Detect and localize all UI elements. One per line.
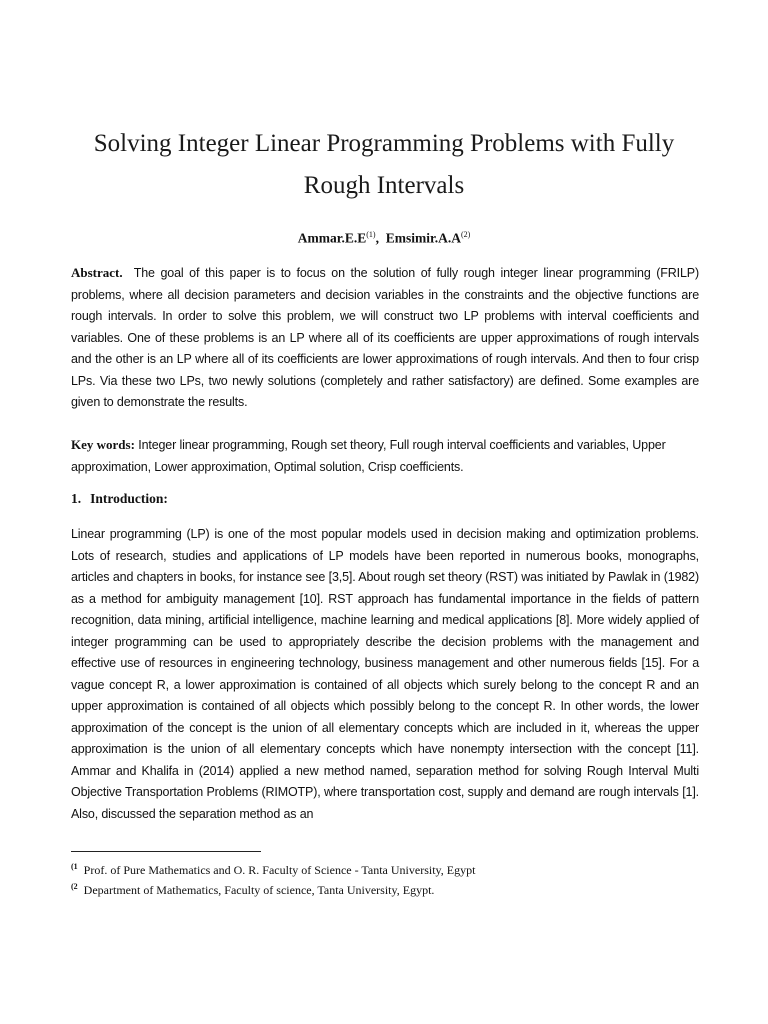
keywords-paragraph	[71, 434, 699, 478]
section-number: 1.	[71, 491, 82, 506]
footnote-1	[71, 859, 699, 878]
introduction-paragraph: Linear programming (LP) is one of the most popular models used in decision making and optimization problems. Lots of research, studies and applications of LP models have been reported in numerous books, monographs, articles and chapters in books, for instance see [3,5]. About rough set theory (RST) was initiated by Pawlak in (1982) as a method for ambiguity management [10]. RST approach has fundamental importance in the fields of pattern recognition, data mining, artificial intelligence, machine learning and medical applications [8]. More widely applied of integer programming can be used to appropriately describe the decision problems with the management and effective use of resources in engineering technology, business management and other numerous fields [15]. For a vague concept R, a lower approximation is contained of all objects which surely belong to the concept R and an upper approximation is contained of all objects which possibly belong to the concept R. In other words, the lower approximation of the concept is the union of all elementary concepts which are included in it, whereas the upper approximation is the union of all elementary concepts which have nonempty intersection with the concept [11]. Ammar and Khalifa in (2014) applied a new method named, separation method for solving Rough Interval Multi Objective Transportation Problems (RIMOTP), where transportation cost, supply and demand are rough intervals [1]. Also, discussed the separation method as an	[71, 527, 699, 821]
keywords-label: Key words:	[71, 437, 135, 452]
author-2-name: Emsimir.A.A	[385, 230, 461, 246]
footnote-2-mark: (2	[71, 882, 78, 891]
author-1-affiliation-mark: (1)	[366, 230, 376, 239]
footnote-2	[71, 879, 699, 898]
section-title: Introduction:	[90, 491, 168, 506]
paper-title-line-2: Rough Intervals	[303, 172, 465, 199]
abstract-paragraph	[71, 262, 699, 414]
paper-title-line-1: Solving Integer Linear Programming Problems with Fully	[93, 130, 675, 157]
author-list	[70, 226, 698, 248]
author-1-name: Ammar.E.E	[297, 230, 367, 246]
author-separator: ,	[375, 230, 386, 246]
author-2-affiliation-mark: (2)	[460, 230, 471, 239]
keywords-text: Integer linear programming, Rough set theory, Full rough interval coefficients and variables, Upper approximation, Lower approximation, Optimal solution, Crisp coefficients.	[71, 438, 666, 474]
footnote-2-text: Department of Mathematics, Faculty of science, Tanta University, Egypt.	[83, 883, 435, 897]
section-heading-introduction	[71, 491, 168, 507]
footnote-1-mark: (1	[71, 862, 78, 871]
abstract-label: Abstract.	[71, 265, 123, 280]
abstract-text: The goal of this paper is to focus on the solution of fully rough integer linear programming (FRILP) problems, where all decision parameters and decision variables in the constraints and the objective functions are rough intervals. In order to solve this problem, we will construct two LP problems with interval coefficients and variables. One of these problems is an LP where all of its coefficients are upper approximations of rough intervals and the other is an LP where all of its coefficients are lower approximations of rough intervals. And then to four crisp LPs. Via these two LPs, two newly solutions (completely and rather satisfactory) are defined. Some examples are given to demonstrate the results.	[71, 266, 699, 409]
footnote-divider	[71, 851, 261, 852]
footnote-1-text: Prof. of Pure Mathematics and O. R. Faculty of Science - Tanta University, Egypt	[83, 863, 476, 877]
